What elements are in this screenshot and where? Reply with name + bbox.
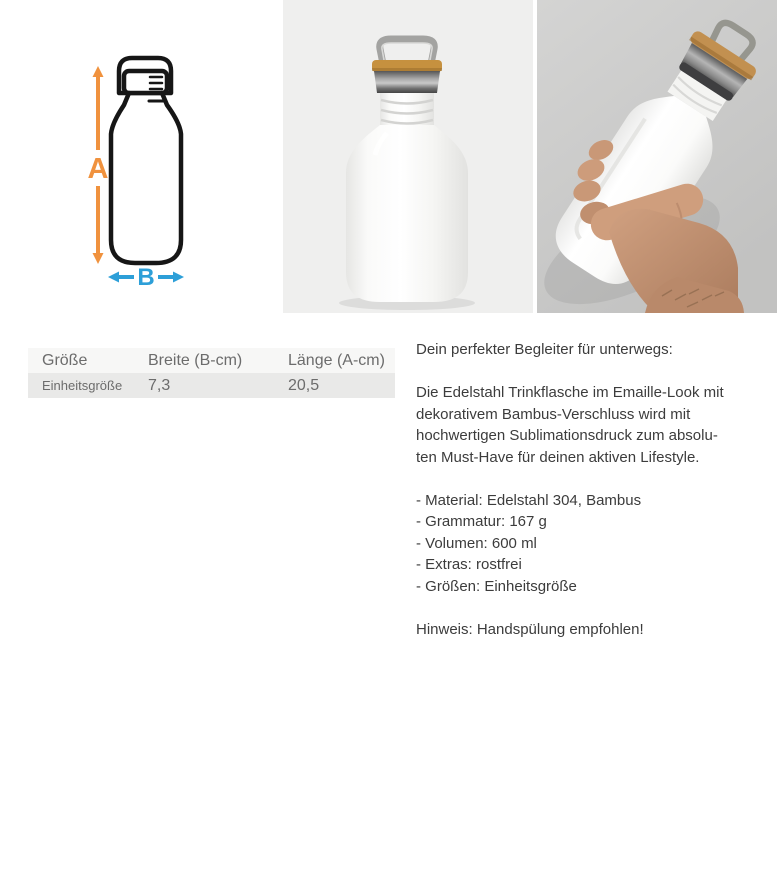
width-label: B <box>137 264 155 291</box>
width-arrow-icon <box>108 264 184 291</box>
description-line: ten Must-Have für deinen aktiven Lifestyle. <box>416 448 700 466</box>
product-photo-studio <box>283 0 533 313</box>
steel-band <box>374 71 440 93</box>
spec-item-extras: - Extras: rostfrei <box>416 556 522 573</box>
care-note: Hinweis: Handspülung empfohlen! <box>416 620 644 638</box>
size-table <box>28 348 395 398</box>
spec-item-grammatur: - Grammatur: 167 g <box>416 513 547 530</box>
description-line: Die Edelstahl Trinkflasche im Emaille-Look mit <box>416 384 724 401</box>
size-table-row <box>28 373 395 398</box>
size-table-header-groesse: Größe <box>42 351 88 369</box>
bottle-body <box>346 125 468 302</box>
height-label: A <box>87 153 109 185</box>
spec-item-material: - Material: Edelstahl 304, Bambus <box>416 491 642 509</box>
hand-holding-bottle-photo <box>537 0 777 313</box>
description-intro: Dein perfekter Begleiter für unterwegs: <box>416 341 673 358</box>
height-arrow-icon <box>88 66 109 264</box>
spec-list <box>416 490 768 598</box>
size-cell-breite: 7,3 <box>148 376 171 394</box>
size-cell-name: Einheitsgröße <box>42 378 123 393</box>
dimension-diagram-panel <box>0 0 281 313</box>
size-cell-laenge: 20,5 <box>288 376 320 394</box>
description-line: dekorativem Bambus-Verschluss wird mit <box>416 405 691 423</box>
description-paragraph <box>416 382 768 468</box>
bottle-dimension-diagram <box>0 0 281 313</box>
size-table-header-laenge: Länge (A-cm) <box>288 351 385 369</box>
size-table-header-row <box>28 348 395 373</box>
bottle-photo <box>283 0 533 313</box>
size-table-header-breite: Breite (B-cm) <box>148 351 243 369</box>
product-photo-hand <box>537 0 777 313</box>
spec-item-volumen: - Volumen: 600 ml <box>416 534 537 552</box>
spec-item-groessen: - Größen: Einheitsgröße <box>416 577 577 595</box>
product-description <box>416 339 768 640</box>
bottle-outline-icon <box>111 58 181 263</box>
description-line: hochwertigen Sublimationsdruck zum absolu- <box>416 427 718 444</box>
